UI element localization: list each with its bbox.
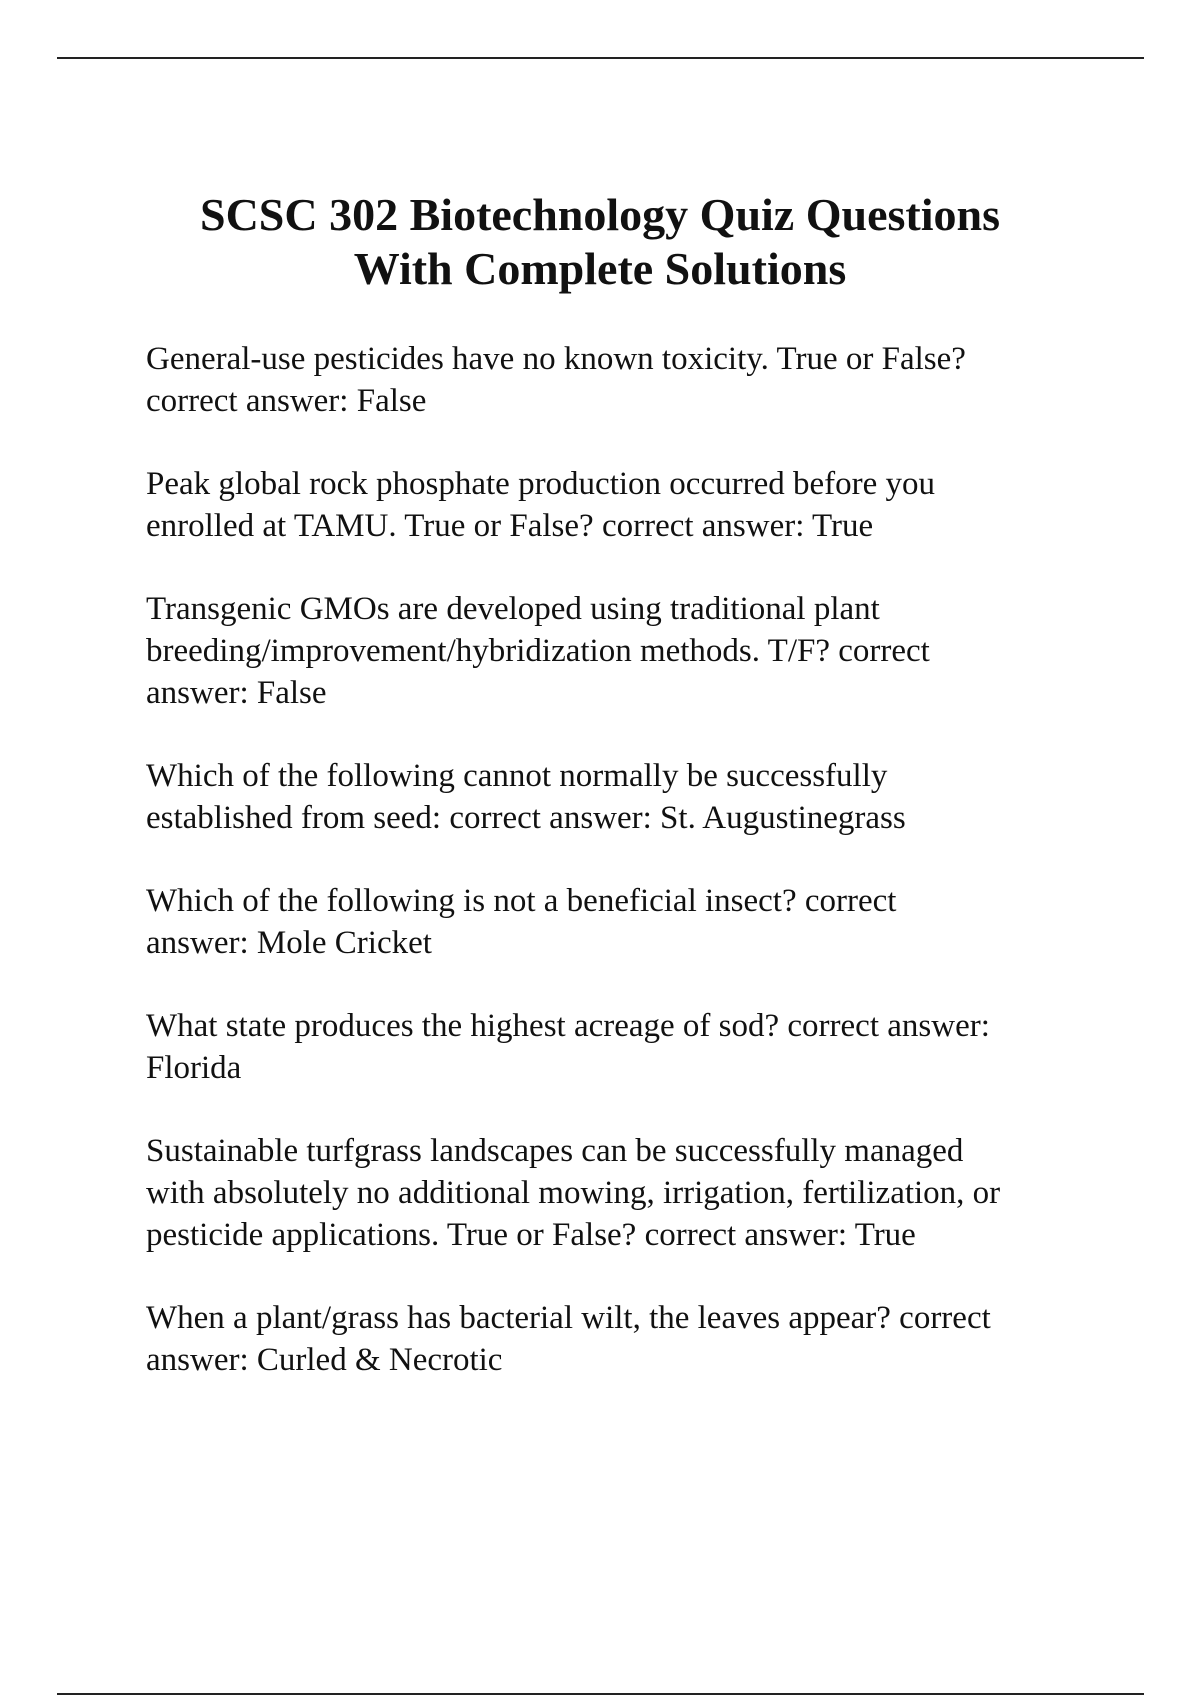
question-line: correct answer: False [146, 383, 427, 419]
question-line: with absolutely no additional mowing, irrigation, fertilization, or [146, 1175, 1001, 1211]
question-item [146, 755, 1146, 839]
question-line: Transgenic GMOs are developed using traditional plant [146, 591, 880, 627]
question-line: What state produces the highest acreage of sod? correct answer: [146, 1008, 990, 1044]
question-item [146, 588, 1146, 714]
question-line: When a plant/grass has bacterial wilt, the leaves appear? correct [146, 1300, 991, 1336]
question-line: General-use pesticides have no known toxicity. True or False? [146, 341, 966, 377]
question-item [146, 1297, 1146, 1381]
question-item [146, 463, 1146, 547]
question-line: Which of the following is not a beneficial insect? correct [146, 883, 897, 919]
question-list [146, 338, 1146, 1422]
question-line: established from seed: correct answer: St. Augustinegrass [146, 800, 906, 836]
question-line: Which of the following cannot normally be successfully [146, 758, 888, 794]
question-line: Sustainable turfgrass landscapes can be successfully managed [146, 1133, 964, 1169]
question-item [146, 1130, 1146, 1256]
question-line: breeding/improvement/hybridization methods. T/F? correct [146, 633, 930, 669]
question-line: answer: Mole Cricket [146, 925, 432, 961]
document-title [60, 188, 1140, 296]
bottom-rule [57, 1693, 1144, 1695]
question-item [146, 880, 1146, 964]
question-line: answer: False [146, 675, 327, 711]
top-rule [57, 57, 1144, 59]
title-line: SCSC 302 Biotechnology Quiz Questions [200, 189, 1000, 240]
question-item [146, 338, 1146, 422]
question-line: enrolled at TAMU. True or False? correct answer: True [146, 508, 874, 544]
title-line: With Complete Solutions [353, 243, 847, 294]
question-line: Florida [146, 1050, 242, 1086]
question-line: answer: Curled & Necrotic [146, 1342, 503, 1378]
question-line: Peak global rock phosphate production occurred before you [146, 466, 935, 502]
question-line: pesticide applications. True or False? correct answer: True [146, 1217, 916, 1253]
question-item [146, 1005, 1146, 1089]
